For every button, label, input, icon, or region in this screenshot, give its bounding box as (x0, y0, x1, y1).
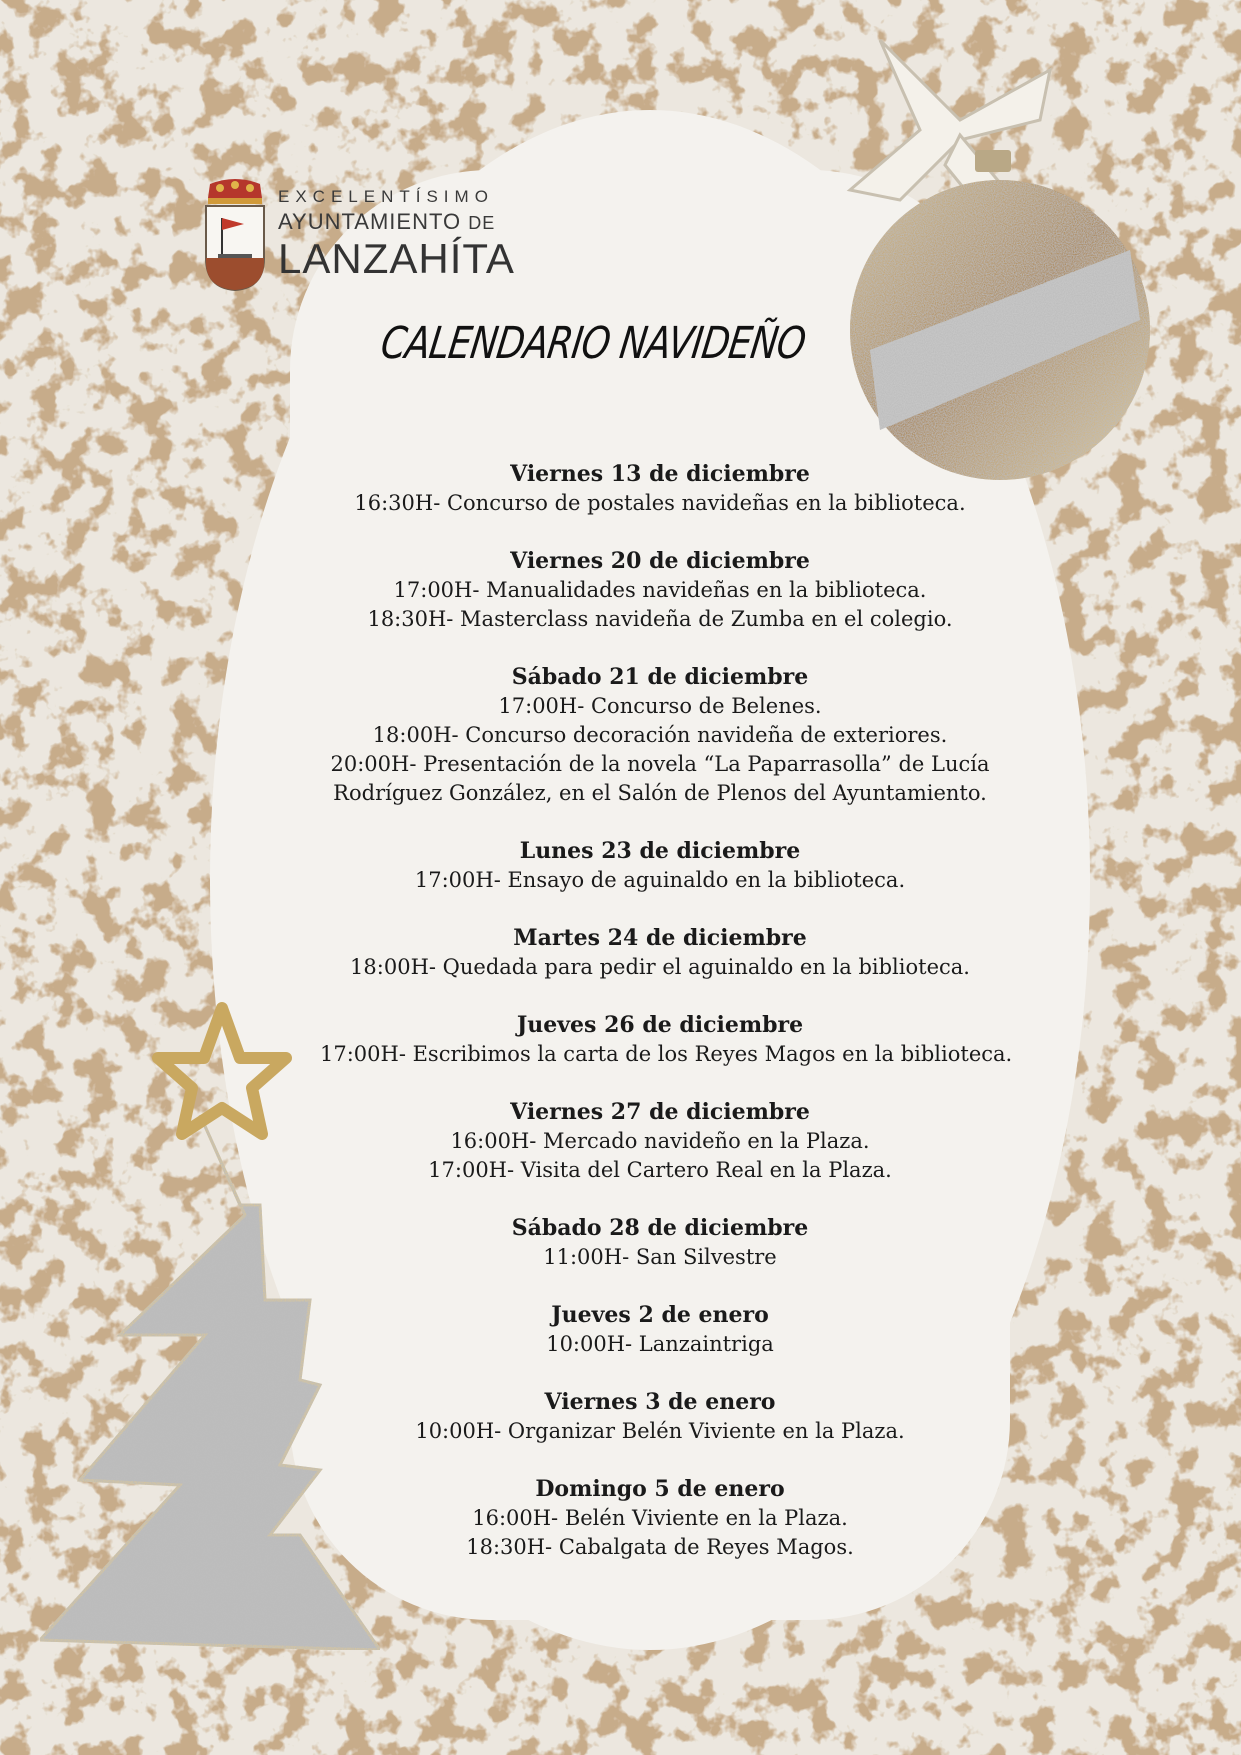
day-title: Martes 24 de diciembre (513, 925, 807, 951)
page-title: CALENDARIO NAVIDEÑO (377, 318, 809, 369)
day-title: Sábado 28 de diciembre (511, 1215, 809, 1241)
schedule-day (320, 663, 1000, 808)
coat-of-arms-icon (200, 178, 270, 292)
logo-line-3: LANZAHÍTA (278, 235, 515, 282)
schedule-day (320, 924, 1000, 982)
event-line: 10:00H- Organizar Belén Viviente en la Plaza. (415, 1419, 905, 1443)
event-line: 18:00H- Concurso decoración navideña de exteriores. (372, 723, 948, 747)
day-title: Viernes 3 de enero (544, 1389, 776, 1415)
schedule-day (320, 460, 1000, 518)
schedule-day (320, 1388, 1000, 1446)
logo-line-1: EXCELENTÍSIMO (278, 187, 494, 206)
day-title: Jueves 2 de enero (551, 1302, 769, 1328)
logo-line-2 (278, 208, 515, 237)
event-line: 16:00H- Belén Viviente en la Plaza. (472, 1506, 848, 1530)
event-line: Rodríguez González, en el Salón de Plenos del Ayuntamiento. (333, 781, 987, 805)
logo-line-2-main: AYUNTAMIENTO (278, 209, 462, 234)
schedule-day (320, 1098, 1000, 1185)
event-line: 17:00H- Manualidades navideñas en la biblioteca. (393, 578, 927, 602)
event-line: 18:30H- Cabalgata de Reyes Magos. (466, 1535, 854, 1559)
schedule-day (320, 1301, 1000, 1359)
event-line: 20:00H- Presentación de la novela “La Paparrasolla” de Lucía (330, 752, 990, 776)
day-title: Viernes 20 de diciembre (510, 548, 810, 574)
event-line: 11:00H- San Silvestre (543, 1245, 777, 1269)
day-title: Viernes 13 de diciembre (510, 461, 810, 487)
schedule-day (320, 1214, 1000, 1272)
event-line: 17:00H- Visita del Cartero Real en la Plaza. (428, 1158, 892, 1182)
event-line: 16:00H- Mercado navideño en la Plaza. (450, 1129, 870, 1153)
logo-line-2-de: DE (468, 213, 496, 233)
schedule-day (320, 1475, 1000, 1562)
day-title: Lunes 23 de diciembre (519, 838, 801, 864)
event-line: 17:00H- Concurso de Belenes. (498, 694, 822, 718)
event-line: 10:00H- Lanzaintriga (546, 1332, 774, 1356)
event-line: 18:00H- Quedada para pedir el aguinaldo en la biblioteca. (350, 955, 970, 979)
event-line: 16:30H- Concurso de postales navideñas en la biblioteca. (354, 491, 966, 515)
schedule-day (320, 837, 1000, 895)
schedule-day (320, 1011, 1013, 1069)
day-title: Domingo 5 de enero (535, 1476, 785, 1502)
event-schedule (320, 460, 1013, 1591)
schedule-day (320, 547, 1000, 634)
event-line: 18:30H- Masterclass navideña de Zumba en el colegio. (367, 607, 953, 631)
event-line: 17:00H- Escribimos la carta de los Reyes Magos en la biblioteca. (320, 1042, 1013, 1066)
day-title: Sábado 21 de diciembre (511, 664, 809, 690)
day-title: Viernes 27 de diciembre (510, 1099, 810, 1125)
event-line: 17:00H- Ensayo de aguinaldo en la biblioteca. (414, 868, 906, 892)
municipal-logo (200, 178, 540, 298)
day-title: Jueves 26 de diciembre (516, 1012, 804, 1038)
